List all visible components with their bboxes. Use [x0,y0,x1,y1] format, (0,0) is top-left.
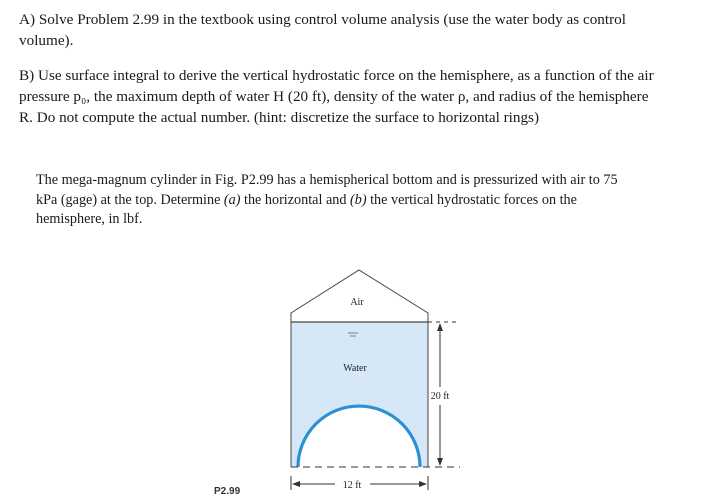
width-arrow-left [292,481,300,487]
problem-middle: the horizontal and [240,191,350,208]
problem-part-b-label: (b) [350,191,367,208]
height-label: 20 ft [430,391,450,402]
part-a-text: A) Solve Problem 2.99 in the textbook using control volume analysis (use the water body as control volume). [19,11,626,49]
height-arrow-down [437,458,443,466]
cylinder-roof [291,270,428,322]
figure-caption: P2.99 [214,486,241,497]
problem-part-a-label: (a) [223,191,241,208]
problem-suffix: the vertical hydrostatic forces on the hemisphere, in lbf. [36,191,577,227]
width-arrow-right [419,481,427,487]
part-b-text: B) Use surface integral to derive the vertical hydrostatic force on the hemisphere, as a function of the air pressure p₀, the maximum depth of water H (20 ft), density of the water ρ, and radius of the hemisphere R. Do not compute the actual number. (hint: discretize the surface to horizontal rings) [19,67,654,126]
air-label: Air [350,297,364,308]
problem-prefix: The mega-magnum cylinder in Fig. P2.99 has a hemispherical bottom and is pressurized with air to 75 kPa (gage) at the top. Determine [36,172,618,208]
water-label: Water [343,363,367,374]
width-label: 12 ft [342,480,362,491]
height-arrow-up [437,323,443,331]
